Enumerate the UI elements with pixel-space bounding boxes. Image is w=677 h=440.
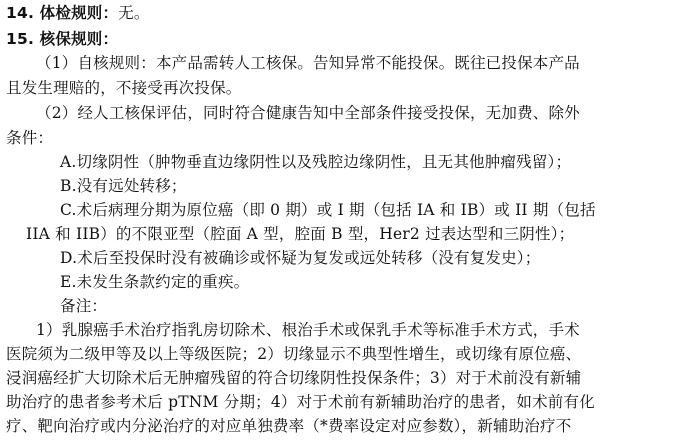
notes-line-4: 助治疗的患者参考术后 pTNM 分期；4）对于术前有新辅助治疗的患者，如术前有化 <box>6 393 595 411</box>
notes-line-2: 医院须为二级甲等及以上等级医院；2）切缘显示不典型性增生，或切缘有原位癌、 <box>6 345 582 363</box>
section-15-number: 15. <box>6 30 35 48</box>
notes-line-3: 浸润癌经扩大切除术后无肿瘤残留的符合切缘阴性投保条件；3）对于术前没有新辅 <box>6 369 582 387</box>
condition-c-line-1: C.术后病理分期为原位癌（即 0 期）或 I 期（包括 IA 和 IB）或 II 期（包括 <box>60 201 596 219</box>
section-14-value: 无。 <box>118 4 150 22</box>
notes-line-1: 1）乳腺癌手术治疗指乳房切除术、根治手术或保乳手术等标准手术方式，手术 <box>36 321 580 339</box>
rule-2-line-2: 条件： <box>6 129 54 147</box>
condition-d: D.术后至投保时没有被确诊或怀疑为复发或远处转移（没有复发史）； <box>60 249 541 267</box>
condition-c-line-2: IIA 和 IIB）的不限亚型（腔面 A 型，腔面 B 型，Her2 过表达型和三阴性）； <box>26 225 575 243</box>
section-14-title: 体检规则： <box>39 4 119 22</box>
condition-a: A.切缘阴性（肿物垂直边缘阴性以及残腔边缘阴性，且无其他肿瘤残留）； <box>60 153 572 171</box>
condition-b: B.没有远处转移； <box>60 177 187 195</box>
section-15-heading <box>6 27 118 51</box>
section-14-heading <box>6 1 150 25</box>
notes-label: 备注： <box>60 297 108 315</box>
rule-1-line-2: 且发生理赔的，不接受再次投保。 <box>6 79 242 97</box>
condition-e: E.未发生条款约定的重疾。 <box>60 273 250 291</box>
rule-2-line-1: （2）经人工核保评估，同时符合健康告知中全部条件接受投保，无加费、除外 <box>36 104 580 122</box>
rule-1-line-1: （1）自核规则：本产品需转人工核保。告知异常不能投保。既往已投保本产品 <box>36 54 580 72</box>
section-14-number: 14. <box>6 4 35 22</box>
notes-line-5: 疗、靶向治疗或内分泌治疗的对应单独费率（*费率设定对应参数），新辅助治疗不 <box>6 417 572 435</box>
section-15-title: 核保规则： <box>39 30 119 48</box>
